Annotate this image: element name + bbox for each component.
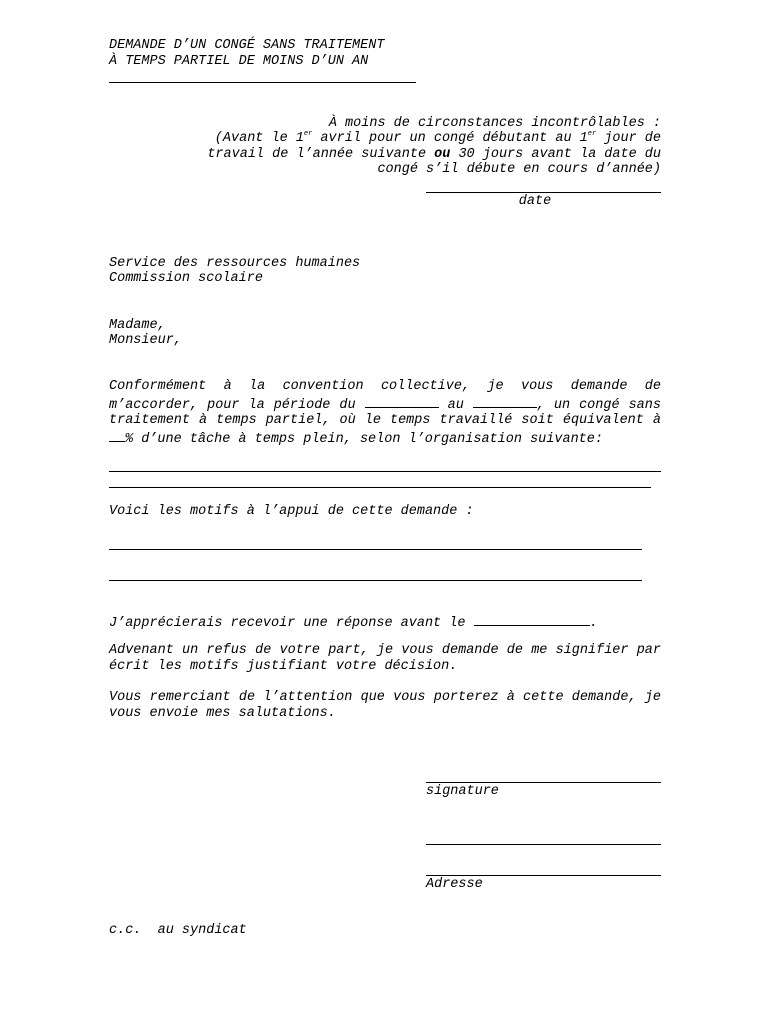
period-end-blank[interactable] xyxy=(473,395,537,408)
response-request: J’apprécierais recevoir une réponse avant le . xyxy=(109,613,598,632)
refusal-paragraph: Advenant un refus de votre part, je vous demande de me signifier par écrit les motifs justifiant votre décision. xyxy=(109,643,661,674)
title-line-2: À TEMPS PARTIEL DE MOINS D’UN AN xyxy=(109,54,369,69)
cc-line: c.c. au syndicat xyxy=(109,923,247,938)
request-paragraph: Conformément à la convention collective, je vous demande de m’accorder, pour la période du au , un congé sans traitement à temps partiel, où le temps travaillé soit équivalent à % d’une tâche à temps plein, selon l’organisation suivante: xyxy=(109,379,661,447)
recipient-line-2: Commission scolaire xyxy=(109,271,263,286)
address-label: Adresse xyxy=(426,877,483,892)
date-line[interactable] xyxy=(426,192,661,193)
signature-line[interactable] xyxy=(426,782,661,783)
title-underline xyxy=(109,82,416,83)
title-line-1: DEMANDE D’UN CONGÉ SANS TRAITEMENT xyxy=(109,38,385,53)
deadline-line-3: travail de l’année suivante ou 30 jours avant la date du xyxy=(207,147,661,162)
deadline-line-2: (Avant le 1er avril pour un congé débutant au 1er jour de xyxy=(214,130,661,146)
thanks-paragraph: Vous remerciant de l’attention que vous porterez à cette demande, je vous envoie mes salutations. xyxy=(109,690,661,721)
response-date-blank[interactable] xyxy=(474,613,590,626)
motifs-label: Voici les motifs à l’appui de cette demande : xyxy=(109,504,474,519)
recipient-line-1: Service des ressources humaines xyxy=(109,256,361,271)
date-label: date xyxy=(518,194,552,209)
salutation-line-1: Madame, xyxy=(109,318,166,333)
period-start-blank[interactable] xyxy=(365,395,439,408)
signature-label: signature xyxy=(426,784,499,799)
organisation-line-1[interactable] xyxy=(109,471,661,472)
deadline-line-1: À moins de circonstances incontrôlables : xyxy=(328,116,661,131)
deadline-line-4: congé s’il débute en cours d’année) xyxy=(377,162,661,177)
organisation-line-2[interactable] xyxy=(109,487,651,488)
address-line-1[interactable] xyxy=(426,844,661,845)
salutation-line-2: Monsieur, xyxy=(109,333,182,348)
address-line-2[interactable] xyxy=(426,875,661,876)
motifs-line-1[interactable] xyxy=(109,549,642,550)
percentage-blank[interactable] xyxy=(109,429,125,442)
motifs-line-2[interactable] xyxy=(109,580,642,581)
